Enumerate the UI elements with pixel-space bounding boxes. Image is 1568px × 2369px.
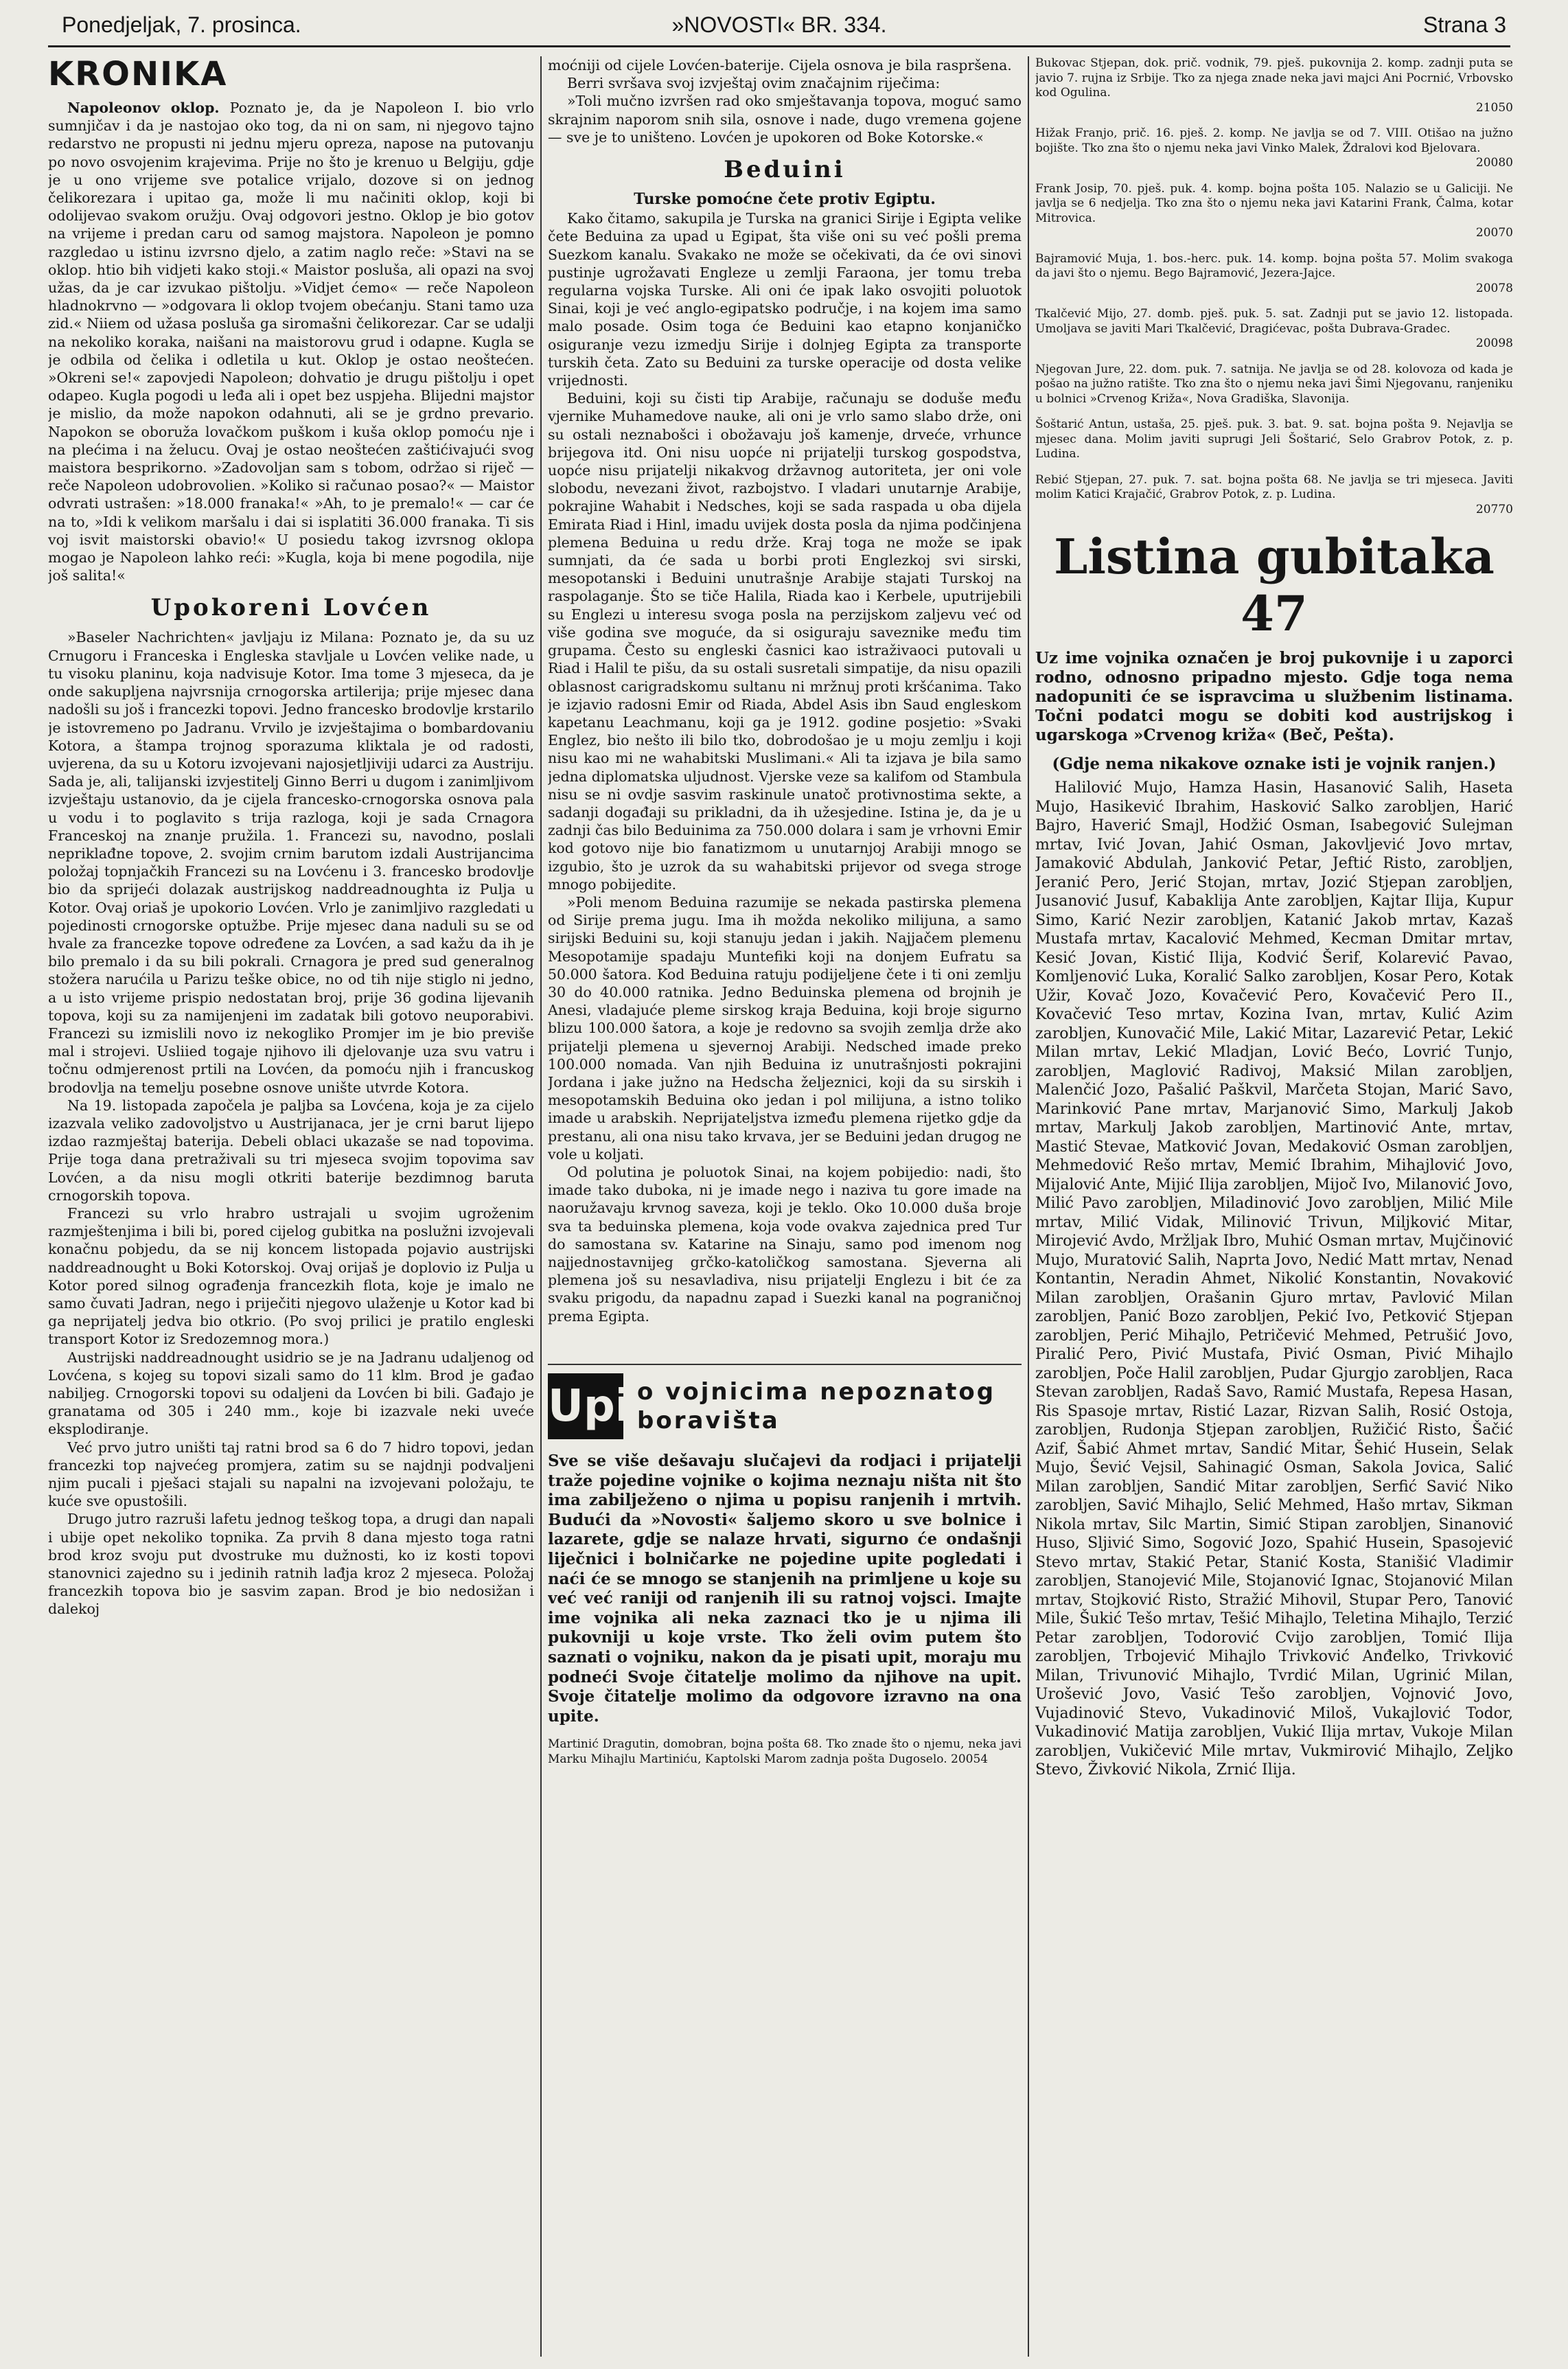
entry-text: Hižak Franjo, prič. 16. pješ. 2. komp. Ne javlja se od 7. VIII. Otišao na južno bojište. Tko zna što o njemu neka javi Vinko Malek, Ždralovi kod Bjelovara. <box>1035 126 1513 155</box>
entry-code: 20098 <box>1475 336 1513 350</box>
header-date: Ponedjeljak, 7. prosinca. <box>62 12 301 37</box>
missing-soldier-entry <box>1035 417 1513 462</box>
column-middle <box>548 56 1022 1358</box>
column-rule-2 <box>1028 56 1029 2357</box>
missing-soldier-entry <box>1035 126 1513 171</box>
beduini-paragraph-1: Kako čitamo, sakupila je Turska na granici Sirije i Egipta velike čete Beduina za upad u Egipat, šta više oni su već pošli prema Suezkom kanalu. Svakako ne može se očekivati, da će ovi sinovi pustinje ugrožavati Engleze u zemlji Faraona, jer tomu treba regularna vojska Turske. Ali oni će ipak lako osvojiti poluotok Sinai, koji je već anglo-egipatsko područje, i na kojem ima samo malo posade. Osim toga će Beduini kao etapno konjaničko osiguranje vezu izmedju Sirije i dolnjeg Egipta za transporte turskih četa. Zato su Beduini za turske operacije od dosta velike vrijednosti. <box>548 210 1022 389</box>
entry-text: Tkalčević Mijo, 27. domb. pješ. puk. 5. sat. Zadnji put se javio 12. listopada. Umoljava se javiti Mari Tkalčević, Dragićevac, pošta Dubrava-Gradec. <box>1035 307 1513 336</box>
entry-code: 20080 <box>1475 156 1513 170</box>
lovcen-continuation: moćniji od cijele Lovćen-baterije. Cijela osnova je bila raspršena. <box>548 57 1012 73</box>
notice-header <box>548 1373 1022 1442</box>
notice-entry-text: Martinić Dragutin, domobran, bojna pošta 68. Tko znade što o njemu, neka javi Marku Mihajlu Martiniću, Kaptolski Marom zadnja pošta Dugoselo. <box>548 1737 1022 1766</box>
listina-title: Listina gubitaka 47 <box>1054 528 1495 642</box>
article-title-beduini: Beduini <box>724 156 846 184</box>
missing-soldier-entry <box>1035 252 1513 297</box>
header-issue: »NOVOSTI« BR. 334. <box>671 12 887 37</box>
entry-text: Bajramović Muja, 1. bos.-herc. puk. 14. komp. bojna pošta 57. Molim svakoga da javi što o njemu. Bego Bajramović, Jezera-Jajce. <box>1035 251 1513 280</box>
missing-soldier-entry <box>1035 473 1513 518</box>
notice-entry-code: 20054 <box>951 1752 989 1766</box>
entry-text: Šoštarić Antun, ustaša, 25. pješ. puk. 3. bat. 9. sat. bojna pošta 9. Nejavlja se mjesec dana. Molim javiti suprugi Jeli Šoštarić, Selo Grabrov Potok, z. p. Ludina. <box>1035 417 1513 461</box>
notice-title: o vojnicima nepoznatog boravišta <box>637 1378 996 1434</box>
entry-code: 20770 <box>1475 502 1513 516</box>
lovcen-quote-paragraph: »Toli mučno izvršen rad oko smještavanja topova, moguć samo skrajnim naporom snih sila, osnove i nade, dugo vremena gojene — sve je to uništeno. Lovćen je upokoren od Boke Kotorske.« <box>548 93 1022 146</box>
article-lovcen <box>48 628 534 1618</box>
entry-code: 20070 <box>1475 226 1513 240</box>
lovcen-paragraph-1: »Baseler Nachrichten« javljaju iz Milana: Poznato je, da su uz Crnugoru i Franceska i Engleska stavljale u Lovćen velike nade, u tu visoku planinu, koja nadvisuje Kotor. Ima tome 3 mjeseca, da je onde sakupljena najvrsnija crnogorska artilerija; prije mjesec dana nadošli su još i francezki topovi. Jedno francesko brodovlje krstarilo je istovremeno po Jadranu. Vrvilo je izvještajima o bombardovaniu Kotora, a štampa trojnog sporazuma kliktala je od radosti, uvjerena, da su u Kotoru izvojevani najosjetljiviji udarci za Austriju. Sada je, ali, talijanski izvjestitelj Ginno Berri u dugom i zanimljivom izvještaju ustanovio, da je cijela francesko-crnogorska osnova pala u vodu i to poglavito s trija razloga, koji je sada Crnagora Franceskoj na znanje pružila. 1. Francezi su, navodno, poslali nepriklađne topove, 2. svojim crnim barutom izdali Austrijancima položaj topnjačkih Francezi su na Lovćenu i 3. francesko brodovlje bio da sprijeći dolazak austrijskog naddreadnoughta iz Pulja u Kotor. Ovaj oriaš je upokorio Lovćen. Vrlo je zanimljivo razgledati u pojedinosti crnogorske optužbe. Prije mjesec dana naduli su se od hvale za francezke topove određene za Lovćen, a sad kažu da ih je bilo premalo i da su bili pokrali. Crnagora je pred sud generalnog stožera narućila u Parizu teške obice, no od tih nije stiglo ni jedno, a u isto vrijeme prispio nedostatan broj, prije 36 godina lijevanih topova, koji su za namijenjeni im zadatak bili gotovo neuporabivi. Francezi su izmislili novo iz nekogliko Promjer im je bio previše mal i strojevi. Usliied togaje njihovo ili djelovanje uza svu vatru i točnu odmjerenost prtili na Lovćen, da pomoću njih i francuskog brodovlja na temelju posebne osnove unište utvrde Kotora. <box>48 629 534 1096</box>
lovcen-paragraph-5: Već prvo jutro uništi taj ratni brod sa 6 do 7 hidro topovi, jedan francezki top najvećeg promjera, zatim su se najdnji podvaljeni njim pucali i pješaci stajali su napalni na izvojevani položaju, te kuće sve opustošili. <box>48 1439 534 1510</box>
page-header <box>48 10 1510 47</box>
lovcen-berri-paragraph: Berri svršava svoj izvještaj ovim značajnim riječima: <box>567 75 941 92</box>
beduini-paragraph-2: Beduini, koji su čisti tip Arabije, računaju se doduše među vjernike Muhamedove nauke, ali oni je vrlo samo slabo drže, oni su ostali neznabošci i obožavaju još kamenje, drveće, vrhunce brijegova itd. Oni nisu uopće ni prijatelji turskog gospodstva, uopće nisu prijatelji nikakvog državnog autoriteta, jer oni vole slobodu, nevezani život, razbojstvo. I vladari unutarnje Arabije, pokrajine Wahabit i Nedsches, koji se sada raspada u oba dijela Emirata Riad i Hinl, imadu uvijek dosta posla da njima podčinjena plemena Beduina u redu drže. Kraj toga ne može se ipak sumnjati, da će sada u borbi proti Englezkoj svi sirski, mesopotanski i Beduini unutrašnje Arabije stajati Turskoj na raspolaganje. Što se tiče Halila, Riada kao i Kerbele, uputrijebili su Englezi u interesu svoga posla na perzijskom zaljevu već od više godina sve moguće, da si osiguraju saveznike među tim grupama. Često su engleski časnici kao istraživaoci putovali u Riad i Halil te pišu, da su ostali susretali simpatije, da nisu opazili oblasnost carigradskomu sultanu ni mržnuj proti kršćanima. Tako je izjavio radosni Emir od Riada, Abdel Asis ibn Saud engleskom kapetanu Leachmanu, koji ga je 1912. godine posjetio: »Svaki Englez, bio nešto ili bilo tko, dobrodošao je u moju zemlju i koji nisu kao mi ne wahabitski Muslimani.« Ali ta izjava je bila samo jedna diplomatska uljudnost. Vjerske veze sa kalifom od Stambula nisu se ni ovdje sasvim raskinule unatoč protivnostima sekte, a sadanji događaji su prikladni, da ih užesjedine. Istina je, da je u zadnji čas bilo Beduinima za 750.000 dolara i sam je vrhovni Emir kod gotovo nije bio fanatizmom u unutarnjoj Arabiji mnogo se izgubio, što je uzrok da su wahabitski prijevor od svega stroge mnogo pobijedite. <box>548 390 1022 893</box>
article-title-lovcen: Upokoreni Lovćen <box>150 594 432 622</box>
lovcen-paragraph-4: Austrijski naddreadnought usidrio se je na Jadranu udaljenog od Lovćena, s kojeg su topovi sizali samo do 11 klm. Brod je gađao nabiljeg. Crnogorski topovi su odaljeni da Lovćen bi bili. Gađajo je granatama od 305 i 240 mm., koje bi izazvale neki uveće eksplodiranje. <box>48 1349 534 1438</box>
notice-big-title: Upit <box>548 1373 623 1439</box>
listina-subtitle: (Gdje nema nikakove oznake isti je vojnik ranjen.) <box>1052 755 1497 773</box>
notice-entry <box>548 1737 1022 1767</box>
header-page-number: Strana 3 <box>1423 12 1506 37</box>
casualty-names: Halilović Mujo, Hamza Hasin, Hasanović Salih, Haseta Mujo, Hasikević Ibrahim, Hasković Salko zarobljen, Harić Bajro, Haverić Smajl, Hodžić Osman, Isabegović Sulejman mrtav, Ivić Jovan, Jahić Osman, Jakovljević Jovo mrtav, Jamaković Abdulah, Janković Petar, Jeftić Risto, zarobljen, Jeranić Pero, Jerić Stojan, mrtav, Jozić Stjepan zarobljen, Jusanović Jusuf, Kabaklija Ante zarobljen, Kajtar Ilija, Kupur Simo, Karić Nezir zarobljen, Katanić Jakob mrtav, Kazaš Mustafa mrtav, Kacalović Mehmed, Kecman Dmitar mrtav, Kesić Jovan, Kistić Ilija, Kodvić Šerif, Kolarević Pavao, Komljenović Luka, Koralić Salko zarobljen, Kosar Pero, Kotak Užir, Kovač Jozo, Kovačević Pero, Kovačević Pero II., Kovačević Teso mrtav, Kozina Ivan, mrtav, Kulić Azim zarobljen, Kunovačić Mile, Lakić Mitar, Lazarević Petar, Lekić Milan mrtav, Lekić Mladjan, Lović Bećo, Lovrić Tunjo, zarobljen, Maglović Radivoj, Maksić Milan zarobljen, Malenčić Jozo, Pašalić Paškvil, Marčeta Stojan, Marić Savo, Marinković Pane mrtav, Marjanović Simo, Markulj Jakob mrtav, Markulj Jakob zarobljen, Martinović Ante, mrtav, Mastić Stevae, Matković Jovan, Medaković Osman zarobljen, Mehmedović Rešo mrtav, Memić Ibrahim, Mihajlović Jovo, Mijalović Ante, Mijić Ilija zarobljen, Mijoč Ivo, Milanović Jovo, Milić Pavo zarobljen, Miladinović Jovo zarobljen, Milić Mile mrtav, Milić Vidak, Milinović Trivun, Miljković Mitar, Mirojević Avdo, Mržljak Ibro, Muhić Osman mrtav, Mujčinović Mujo, Muratović Salih, Naprta Jovo, Nedić Matt mrtav, Nenad Kontantin, Neradin Ahmet, Nikolić Konstantin, Novaković Milan zarobljen, Orašanin Gjuro mrtav, Pavlović Milan zarobljen, Panić Bozo zarobljen, Pekić Ivo, Petković Stjepan zarobljen, Perić Mihajlo, Petričević Mehmed, Petrušić Jovo, Piralić Pero, Pivić Mustafa, Pivić Osman, Pivić Mihajlo zarobljen, Poče Halil zarobljen, Pudar Gjurgjo zarobljen, Raca Stevan zarobljen, Radaš Savo, Ramić Mustafa, Repesa Hasan, Ris Spasoje mrtav, Ristić Lazar, Rizvan Salih, Rosić Ostoja, zarobljen, Rudonja Stjepan zarobljen, Ružičić Risto, Šačić Azif, Šabić Ahmet mrtav, Sandić Mitar, Šehić Husein, Selak Mujo, Šević Vejsil, Sahinagić Osman, Sakola Jovica, Salić Milan zarobljen, Sandić Mitar zarobljen, Serfić Savić Niko zarobljen, Savić Mihajlo, Selić Mehmed, Hašo mrtav, Sikman Nikola mrtav, Silc Martin, Simić Stipan zarobljen, Sinanović Huso, Sljivić Simo, Sogović Jozo, Spahić Husein, Spasojević Stevo mrtav, Stakić Petar, Stanić Kosta, Stanišić Vladimir zarobljen, Stanojević Mile, Stojanović Ignac, Stojanović Milan mrtav, Stojković Risto, Stražić Mihovil, Stupar Pero, Tanović Mile, Šukić Tešo mrtav, Tešić Mihajlo, Teletina Mihajlo, Terzić Petar zarobljen, Todorović Cvijo zarobljen, Tomić Ilija zarobljen, Trbojević Mihajlo Trivković Anđelko, Trivković Milan, Trivunović Mihajlo, Tvrdić Milan, Ugrinić Milan, Urošević Jovo, Vasić Tešo zarobljen, Vojnović Jovo, Vujadinović Stevo, Vukadinović Miloš, Vukajlović Todor, Vukadinović Matija zarobljen, Vukić Ilija mrtav, Vukoje Milan zarobljen, Vukičević Mile mrtav, Vukmirović Mihajlo, Zeljko Stevo, Živković Nikola, Zrnić Ilija. <box>1035 779 1513 1778</box>
lovcen-paragraph-2: Na 19. listopada započela je paljba sa Lovćena, koja je za cijelo izazvala veliko zadovoljstvo u Austrijanaca, jer je crni barut lijepo izdao razmještaj baterija. Debeli oblaci ukazaše se nad topovima. Prije toga dana pretraživali su tri mjeseca svojim topovima sav Lovćen, a da nisu mogli otkriti baterije bezdimnog baruta crnogorskih topova. <box>48 1097 534 1204</box>
notice-upit <box>548 1373 1022 2357</box>
entry-code: 20078 <box>1475 281 1513 295</box>
notice-divider <box>548 1364 1022 1365</box>
entry-text: Rebić Stjepan, 27. puk. 7. sat. bojna pošta 68. Ne javlja se tri mjeseca. Javiti molim Katici Krajačić, Grabrov Potok, z. p. Ludina. <box>1035 472 1513 501</box>
section-title-kronika: KRONIKA <box>48 56 228 93</box>
column-right <box>1035 56 1513 2357</box>
entry-text: Bukovac Stjepan, dok. prič. vodnik, 79. pješ. pukovnija 2. komp. zadnji puta se javio 7. rujna iz Srbije. Tko za njega znade neka javi majci Ani Pocrnić, Vrbovsko kod Ogulina. <box>1035 56 1513 100</box>
missing-soldier-entry <box>1035 307 1513 352</box>
missing-soldiers-list <box>1035 56 1513 517</box>
article-title-napoleon: Napoleonov oklop. <box>67 100 220 116</box>
missing-soldier-entry <box>1035 363 1513 407</box>
missing-soldier-entry <box>1035 182 1513 241</box>
article-subtitle-beduini: Turske pomoćne čete protiv Egiptu. <box>634 190 936 209</box>
lovcen-paragraph-6: Drugo jutro razruši lafetu jednog teškog topa, a drugi dan napali i ubije opet nekoliko topnika. Za prvih 8 dana mjesto toga ratni brod kroz svoju put dvostruke mu dužnosti, ko iz kosti topovi stanovnici zajedno su i jedinih ratnih lađja kroz 2 mjeseca. Položaj francezkih topova bio je sasvim zapan. Brod je bio nedosižan i dalekoj <box>48 1511 534 1618</box>
notice-body: Sve se više dešavaju slučajevi da rodjaci i prijatelji traže pojedine vojnike o kojima neznaju ništa nit što ima zabilježeno o njima u popisu ranjenih i mrtvih. Budući da »Novosti« šaljemo skoro u sve bolnice i lazarete, gdje se nalaze hrvati, sigurno će ondašnji liječnici i bolničarke ne pojedine upite pogledati i naći će se mnogo se stanjenih na primljene u koje su već već raniji od ranjenih ili su ratnoj vojsci. Imajte ime vojnika ali neka zaznaci tko je u njima ili pukovniji u koje vrste. Tko želi ovim putem što saznati o vojniku, nakon da je pisati upit, moraju mu podneći Svoje čitatelje molimo da njihove na upit. Svoje čitatelje molimo da odgovore izravno na ona upite. <box>548 1452 1022 1726</box>
article-napoleon <box>48 99 534 584</box>
beduini-paragraph-3: »Poli menom Beduina razumije se nekada pastirska plemena od Sirije prema jugu. Ima ih možda nekoliko milijuna, a samo sirijski Beduini su, koji stanuju jedan i jakih. Najjačem plemenu Mesopotamije spadaju Muntefiki koji na donjem Eufratu sa 50.000 šatora. Kod Beduina ratuju podijeljene čete i ti oni zemlju 30 do 40.000 ratnika. Jedno Beduinska plemena od brojnih je Anesi, vladajuće pleme sirskog kraja Beduina, koji broje sigurno blizu 100.000 šatora, a koje je redovno sa svojih zemlja drže ako prijatelji plemena u sjevernoj Arabiji. Nedsched imade preko 100.000 nomada. Van njih Beduina iz unutrašnjosti pokrajini Jordana i jake južno na Hedscha željeznici, koji da su sirskih i mesopotamskih Beduina oko jedan i pol milijuna, a istno toliko imade u arabskih. Neprijateljstva između plemena rijetko gdje da prestanu, ali ona nisu tako krvava, jer se Beduini jedan drugog ne vole u koljati. <box>548 893 1022 1163</box>
beduini-paragraph-4: Od polutina je poluotok Sinai, na kojem pobijedio: nadi, što imade tako duboka, ni je imade nego i naziva tu gore imade na naoružavaju krvnog saveza, koji je teklo. Oko 10.000 duša broje sva ta beduinska plemena, koja vode ovakva zajednica pred Tur do samostana sv. Katarine na Sinaju, samo pod imenom nog najjednostavnijeg grčko-katoličkog samostana. Sjeverna ali plemena još su nesavladiva, nisu prijatelji Englezu i bit će za svaku prigodu, da napadnu zapad i Suezki kanal na pograničnoj prema Egipta. <box>548 1163 1022 1325</box>
article-body-napoleon: Poznato je, da je Napoleon I. bio vrlo sumnjičav i da je nastojao oko tog, da ni on sam, ni njegovo tajno redarstvo ne propusti ni jednu mjeru opreza, napose na putovanju po novo osvojenim krajevima. Prije no što je krenuo u Belgiju, gdje je u ono vrijeme sve potalice vrijalo, dozove si on jednog čelikorezara i upitao ga, može li mu načiniti oklop, koji bi odolijevao svakom oružju. Ovaj odgovori jestno. Oklop je bio gotov na vrijeme i predan caru od samog majstora. Napoleon je pomno razgledao u istinu izvrsno djelo, a zatim naglo reče: »Stavi na se oklop. htio bih vidjeti kako stoji.« Maistor posluša, ali opazi na svoj užas, da je car izvukao pištolju. »Vidjet ćemo« — reče Napoleon hladnokrvno — »odgovara li oklop tvojem obećanju. Stani tamo uza zid.« Niiem od užasa posluša ga siromašni čelikorezar. Car se udalji na nekoliko koraka, naišani na maistorovu grud i odapne. Kugla se je odbila od čelika i odletila u kut. Oklop je ostao neoštećen. »Okreni se!« zapovjedi Napoleon; dohvatio je drugu pištolju i opet odapeo. Kugla pogodi u leđa ali i opet bez uspjeha. Blijedni majstor je mislio, da može napokon odahnuti, ali se je grdno prevario. Napokon se oboruža lovačkom puškom i kuša oklop pomoću nje i na plećima i na želucu. Ovaj je ostao neoštećen zaštićivajući svog maistora besprikorno. »Zadovoljan sam s tobom, održao si riječ — reče Napoleon udobrovolien. »Koliko si računao posao?« — Maistor odvrati ustrašen: »18.000 franaka!« »Ah, to je premalo!« — car će na to, »Idi k velikom maršalu i dai si isplatiti 36.000 franaka. Ti sis voj isvit maistorski obavio!« U posiedu takog izvrsnog oklopa mogao je Napoleon lahko reći: »Kugla, koja bi mene pogodila, nije još salita!« <box>48 100 534 584</box>
entry-text: Frank Josip, 70. pješ. puk. 4. komp. bojna pošta 105. Nalazio se u Galiciji. Ne javlja se 6 nedjelja. Tko zna što o njemu neka javi Katarini Frank, Čalma, kotar Mitrovica. <box>1035 181 1513 225</box>
column-rule-1 <box>540 56 542 2357</box>
entry-text: Njegovan Jure, 22. dom. puk. 7. satnija. Ne javlja se od 28. kolovoza od kada je pošao na južno ratište. Tko zna što o njemu neka javi Šimi Njegovanu, ranjeniku u bolnici »Crvenog Križa«, Nova Gradiška, Slavonija. <box>1035 362 1513 406</box>
missing-soldier-entry <box>1035 56 1513 115</box>
listina-intro: Uz ime vojnika označen je broj pukovnije i u zaporci rodno, odnosno pripadno mjesto. Gdje toga nema nadopuniti će se ispravcima u službenim listinama. Točni podatci mogu se dobiti kod austrijskog i ugarskoga »Crvenog križa« (Beč, Pešta). <box>1035 649 1513 744</box>
lovcen-paragraph-3: Francezi su vrlo hrabro ustrajali u svojim ugroženim razmještenjima i bili bi, pored cijelog gubitka na poslužni izvojevali konačnu pobjedu, da se nij koncem listopada pojavio austrijski naddreadnought u Boki Kotorskoj. Ovaj orijaš je doplovio iz Pulja u Kotor pored silnog ograđenja francezkih flota, koje je imalo ne samo čuvati Jadran, nego i priječiti njegovo ulaženje u Kotor kad bi ga neprijatelj jedva bio otkrio. (Po svoj prilici je pratilo engleski transport Kotor iz Sredozemnog mora.) <box>48 1204 534 1348</box>
column-left <box>48 56 534 2357</box>
entry-code: 21050 <box>1475 100 1513 115</box>
